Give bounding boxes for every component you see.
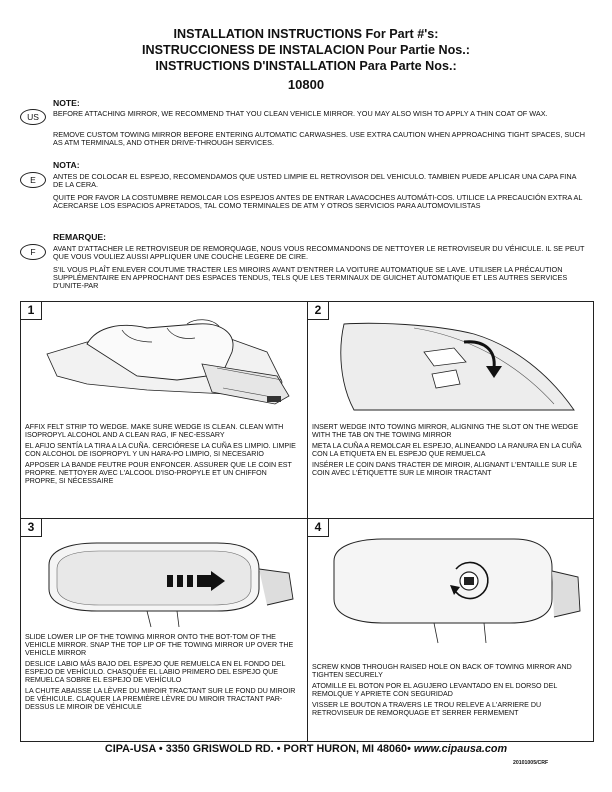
- language-badge-e: E: [20, 172, 46, 188]
- bullet-separator: •: [407, 743, 411, 755]
- bullet-separator: •: [158, 743, 163, 755]
- note-english: [20, 98, 590, 156]
- step-text-french: INSÉRER LE COIN DANS TRACTER DE MIROIR, ALIGNANT L'ENTAILLE SUR LE COIN AVEC L'ÉTIQUETTE SUR LE MIROIR TRACTANT: [312, 461, 578, 477]
- step-text-english: SCREW KNOB THROUGH RAISED HOLE ON BACK OF TOWING MIRROR AND TIGHTEN SECURELY: [312, 663, 572, 679]
- note-paragraph: BEFORE ATTACHING MIRROR, WE RECOMMEND THAT YOU CLEAN VEHICLE MIRROR. YOU MAY ALSO WISH TO APPLY A THIN COAT OF WAX.: [53, 109, 548, 118]
- title-french: INSTRUCTIONS D'INSTALLATION Para Parte Nos.:: [155, 59, 457, 73]
- step-number: 4: [308, 519, 329, 537]
- step-3-panel: [21, 519, 307, 741]
- step-text-english: SLIDE LOWER LIP OF THE TOWING MIRROR ONTO THE BOT-TOM OF THE VEHICLE MIRROR. SNAP THE TOP LIP OF THE TOWING MIRROR UP OVER THE VEHICLE MIRROR: [25, 633, 294, 657]
- footer-address: [0, 743, 612, 755]
- note-paragraph: REMOVE CUSTOM TOWING MIRROR BEFORE ENTERING AUTOMATIC CARWASHES. USE EXTRA CAUTION WHEN APPROACHING TIGHT SPACES, SUCH AS ATM TERMINALS, AND OTHER DRIVE-THROUGH SERVICES.: [53, 130, 586, 148]
- step-4-text: [312, 663, 584, 720]
- mirror-slide-illustration: [27, 521, 301, 631]
- steps-grid: [20, 301, 594, 742]
- note-paragraph: QUITE POR FAVOR LA COSTUMBRE REMOLCAR LOS ESPEJOS ANTES DE ENTRAR LAVACOCHES AUTOMÁTI-COS. UTILICE LA PRECAUCIÓN EXTRA AL ACERCARSE LOS ESPACIOS APRETADOS, TAL COMO TERMINALES DE ATM Y OTROS SERVICIOS PARA AUTOMOVILISTAS: [53, 193, 583, 211]
- knob-tighten-illustration: [314, 521, 588, 651]
- note-spanish: [20, 160, 590, 230]
- step-text-spanish: DESLICE LABIO MÁS BAJO DEL ESPEJO QUE REMUELCA EN EL FONDO DEL ESPEJO DE VEHÍCULO. CHASQUÉE EL LABIO PRIMERO DEL ESPEJO QUE REMUELCA SOBRE EL ESPEJO DE VEHÍCULO: [25, 660, 286, 684]
- bullet-separator: •: [276, 743, 281, 755]
- step-1-panel: [21, 302, 307, 518]
- note-french: [20, 232, 590, 298]
- step-text-french: VISSER LE BOUTON A TRAVERS LE TROU RELEVE A L'ARRIERE DU RETROVISEUR DE REMORQUAGE ET SERRER FERMEMENT: [312, 701, 542, 717]
- step-2-text: [312, 423, 584, 480]
- part-number: 10800: [287, 77, 325, 92]
- title-english: INSTALLATION INSTRUCTIONS For Part #'s:: [173, 27, 439, 41]
- street-address: 3350 GRISWOLD RD.: [165, 743, 274, 755]
- note-title: NOTA:: [53, 160, 80, 170]
- company-name: CIPA-USA: [104, 743, 156, 755]
- step-text-spanish: EL AFIJO SENTÍA LA TIRA A LA CUÑA. CERCIÓRESE LA CUÑA ES LIMPIO. LIMPIE CON ALCOHOL DE ISOPROPYL Y UN HARA-PO LIMPIO, SI NECESARIO: [25, 442, 296, 458]
- step-1-text: [25, 423, 297, 488]
- document-code: 20101005/CRF: [513, 760, 549, 766]
- page-header: [0, 26, 612, 93]
- felt-strip-wedge-illustration: [27, 304, 301, 416]
- note-title: NOTE:: [53, 98, 80, 108]
- step-text-spanish: ATOMILLE EL BOTON POR EL AGUJERO LEVANTADO EN EL DORSO DEL REMOLQUE Y APRIETE CON SEGURIDAD: [312, 682, 558, 698]
- note-paragraph: AVANT D'ATTACHER LE RETROVISEUR DE REMORQUAGE, NOUS VOUS RECOMMANDONS DE NETTOYER LE RETROVISEUR DU VÉHICULE. IL SE PEUT QUE VOUS VOULIEZ AUSSI APPLIQUER UNE COUCHE LEGERE DE CIRE.: [53, 244, 585, 262]
- step-number: 3: [21, 519, 42, 537]
- step-number: 1: [21, 302, 42, 320]
- website-link[interactable]: www.cipausa.com: [413, 743, 508, 755]
- title-spanish: INSTRUCCIONESS DE INSTALACION Pour Partie Nos.:: [142, 43, 470, 57]
- step-text-spanish: META LA CUÑA A REMOLCAR EL ESPEJO, ALINEANDO LA RANURA EN LA CUÑA CON LA ETIQUETA EN EL ESPEJO QUE REMUELCA: [312, 442, 582, 458]
- step-text-french: LA CHUTE ABAISSE LA LÈVRE DU MIROIR TRACTANT SUR LE FOND DU MIROIR DE VÉHICULE. CLAQUER LA PREMIÈRE LÈVRE DU MIROIR TRACTANT PAR-DESSUS LE MIROIR DE VÉHICULE: [25, 687, 296, 711]
- step-4-panel: [308, 519, 594, 741]
- note-title: REMARQUE:: [53, 232, 106, 242]
- step-text-english: AFFIX FELT STRIP TO WEDGE. MAKE SURE WEDGE IS CLEAN. CLEAN WITH ISOPROPYL ALCOHOL AND A CLEAN RAG, IF NEC-ESSARY: [25, 423, 284, 439]
- step-3-text: [25, 633, 297, 714]
- step-number: 2: [308, 302, 329, 320]
- wedge-insert-illustration: [314, 304, 588, 416]
- note-paragraph: ANTES DE COLOCAR EL ESPEJO, RECOMENDAMOS QUE USTED LIMPIE EL RETROVISOR DEL VEHICULO. TAMBIEN PUEDE APLICAR UNA CAPA FINA DE LA CERA.: [53, 172, 577, 190]
- step-text-english: INSERT WEDGE INTO TOWING MIRROR, ALIGNING THE SLOT ON THE WEDGE WITH THE TAB ON THE TOWING MIRROR: [312, 423, 579, 439]
- step-2-panel: [308, 302, 594, 518]
- language-badge-f: F: [20, 244, 46, 260]
- language-badge-us: US: [20, 109, 46, 125]
- city-address: PORT HURON, MI 48060: [283, 743, 408, 755]
- note-paragraph: S'IL VOUS PLAÎT ENLEVER COUTUME TRACTER LES MIROIRS AVANT D'ENTRER LA VOITURE AUTOMATIQUE SE LAVE. UTILISER LA PRÉCAUTION SUPPLÉMENTAIRE EN APPROCHANT DES ESPACES TENDUS, TELS QUE LES TERMINAUX DE GUICHET AUTOMATIQUE ET LES AUTRES SERVICES D'UNITE-PAR: [53, 265, 568, 291]
- step-text-french: APPOSER LA BANDE FEUTRE POUR ENFONCER. ASSURER QUE LE COIN EST PROPRE. NETTOYER AVEC L'ALCOOL D'ISO-PROPYLE ET UN CHIFFON PROPRE, SI NÉCESSAIRE: [25, 461, 292, 485]
